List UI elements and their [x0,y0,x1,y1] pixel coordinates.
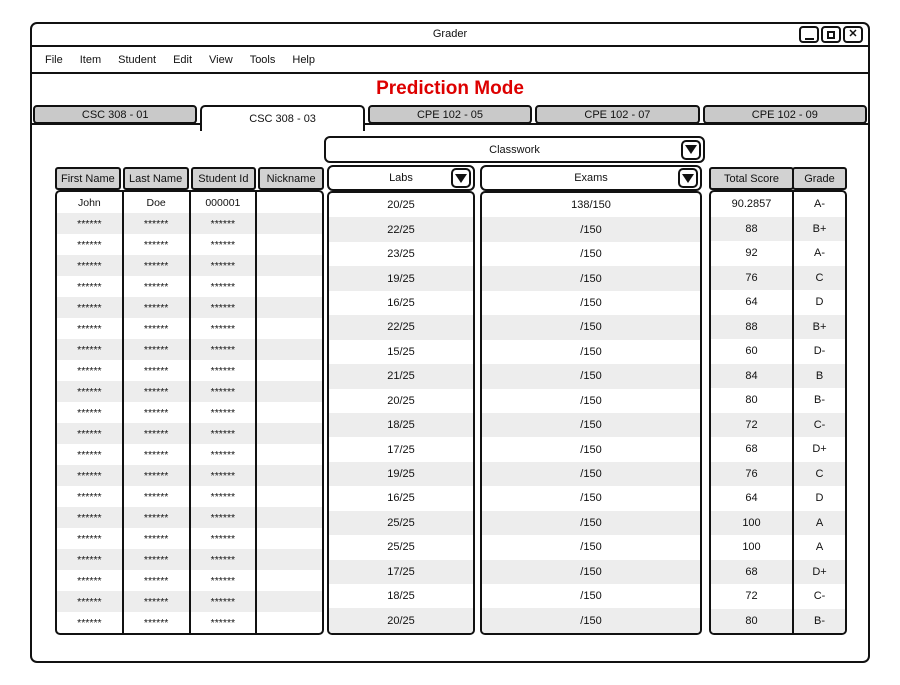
lab-score-row [329,462,473,486]
student-cell-nickname[interactable] [257,507,322,528]
lab-score-cell[interactable]: 22/25 [387,321,415,334]
score-row [711,609,845,634]
grade-cell: A [815,541,824,554]
chevron-down-icon [455,174,467,183]
student-cell-nickname[interactable] [257,360,322,381]
student-cell-last-name[interactable]: ****** [124,402,191,423]
student-cell-first-name[interactable]: ****** [57,234,124,255]
student-cell-student-id[interactable]: ****** [191,507,258,528]
student-row [57,297,322,318]
lab-score-row [329,364,473,388]
total-score-cell: 76 [711,462,794,487]
student-cell-last-name[interactable]: ****** [124,297,191,318]
score-row [711,413,845,438]
total-score-cell: 72 [711,413,794,438]
lab-score-cell[interactable]: 19/25 [387,468,415,481]
student-cell-student-id[interactable]: ****** [191,444,258,465]
exam-score-cell[interactable]: /150 [580,443,602,456]
lab-score-row [329,315,473,339]
score-row [711,339,845,364]
student-row [57,234,322,255]
exam-score-cell[interactable]: /150 [580,394,602,407]
exam-score-cell[interactable]: /150 [580,614,602,627]
exam-score-row [482,340,700,364]
student-cell-last-name[interactable]: ****** [124,255,191,276]
class-tab-bar [32,105,868,124]
student-row [57,549,322,570]
lab-score-row [329,413,473,437]
lab-score-row [329,511,473,535]
student-cell-last-name[interactable]: Doe [124,192,191,213]
score-row [711,217,845,242]
exam-score-cell[interactable]: /150 [580,272,602,285]
student-cell-first-name[interactable]: ****** [57,549,124,570]
total-score-cell: 68 [711,560,794,585]
student-cell-student-id[interactable]: 000001 [191,192,258,213]
exam-score-cell[interactable]: /150 [580,248,602,261]
student-cell-nickname[interactable] [257,528,322,549]
exam-score-row [482,217,700,241]
exam-score-cell[interactable]: /150 [580,541,602,554]
lab-score-cell[interactable]: 17/25 [387,443,415,456]
title-bar[interactable] [32,24,868,47]
grade-cell: B- [814,394,825,407]
lab-score-row [329,389,473,413]
student-cell-student-id[interactable]: ****** [191,255,258,276]
menu-item-student[interactable]: Student [118,53,157,66]
grade-cell: A- [814,247,825,260]
exams-column-label: Exams [574,172,608,184]
exam-score-row [482,389,700,413]
lab-score-row [329,340,473,364]
student-cell-student-id[interactable]: ****** [191,213,258,234]
exam-score-row [482,437,700,461]
student-cell-last-name[interactable]: ****** [124,486,191,507]
close-button[interactable] [843,26,863,43]
student-row [57,591,322,612]
total-score-cell: 100 [711,511,794,536]
prediction-mode-banner: Prediction Mode [376,78,524,99]
tab-cpe-102-09[interactable]: CPE 102 - 09 [703,105,867,124]
lab-score-cell[interactable]: 20/25 [387,614,415,627]
student-row [57,318,322,339]
grade-cell: D- [813,345,826,358]
student-row [57,339,322,360]
exam-score-row [482,193,700,217]
score-row [711,437,845,462]
exam-score-row [482,266,700,290]
student-cell-first-name[interactable]: ****** [57,213,124,234]
exam-score-row [482,462,700,486]
score-row [711,315,845,340]
menu-item-view[interactable]: View [209,53,233,66]
student-cell-first-name[interactable]: ****** [57,255,124,276]
total-score-cell: 88 [711,315,794,340]
exam-score-cell[interactable]: /150 [580,565,602,578]
student-cell-first-name[interactable]: ****** [57,591,124,612]
exams-column-dropdown[interactable] [480,165,702,191]
student-cell-nickname[interactable] [257,381,322,402]
student-cell-last-name[interactable]: ****** [124,570,191,591]
lab-score-cell[interactable]: 20/25 [387,199,415,212]
score-row [711,511,845,536]
student-cell-nickname[interactable] [257,591,322,612]
chevron-down-icon [685,145,697,154]
student-cell-student-id[interactable]: ****** [191,528,258,549]
score-row [711,462,845,487]
exam-score-row [482,242,700,266]
exam-score-row [482,608,700,632]
score-row [711,192,845,217]
lab-score-row [329,291,473,315]
student-cell-nickname[interactable] [257,255,322,276]
lab-score-row [329,437,473,461]
lab-score-cell[interactable]: 25/25 [387,516,415,529]
student-row [57,423,322,444]
total-score-cell: 64 [711,486,794,511]
student-row [57,192,322,213]
student-cell-first-name[interactable]: ****** [57,423,124,444]
column-header-grade: Grade [792,167,847,190]
grade-cell: B [815,369,824,382]
student-cell-first-name[interactable]: ****** [57,297,124,318]
student-cell-student-id[interactable]: ****** [191,234,258,255]
window-title: Grader [432,28,468,40]
exam-score-cell[interactable]: /150 [580,468,602,481]
total-score-cell: 72 [711,584,794,609]
exam-score-cell[interactable]: /150 [580,370,602,383]
exam-score-row [482,584,700,608]
lab-score-cell[interactable]: 15/25 [387,345,415,358]
total-score-cell: 76 [711,266,794,291]
student-cell-first-name[interactable]: ****** [57,276,124,297]
student-cell-student-id[interactable]: ****** [191,591,258,612]
scores-table-body [709,190,847,635]
student-cell-nickname[interactable] [257,234,322,255]
student-row [57,528,322,549]
category-dropdown-value: Classwork [489,143,540,156]
student-cell-last-name[interactable]: ****** [124,318,191,339]
score-row [711,266,845,291]
student-cell-last-name[interactable]: ****** [124,213,191,234]
total-score-cell: 84 [711,364,794,389]
grade-cell: C- [813,590,826,603]
lab-score-cell[interactable]: 16/25 [387,296,415,309]
exam-score-row [482,511,700,535]
student-cell-first-name[interactable]: ****** [57,381,124,402]
exam-score-row [482,560,700,584]
student-cell-first-name[interactable]: ****** [57,570,124,591]
student-cell-last-name[interactable]: ****** [124,612,191,633]
menu-item-file[interactable]: File [45,53,63,66]
student-cell-last-name[interactable]: ****** [124,276,191,297]
lab-score-row [329,535,473,559]
grade-cell: A- [814,198,825,211]
lab-score-cell[interactable]: 25/25 [387,541,415,554]
student-cell-first-name[interactable]: ****** [57,486,124,507]
student-cell-nickname[interactable] [257,213,322,234]
labs-score-column [327,191,475,635]
score-row [711,486,845,511]
student-row [57,486,322,507]
grade-cell: D [815,296,824,309]
total-score-cell: 92 [711,241,794,266]
lab-score-cell[interactable]: 19/25 [387,272,415,285]
menu-item-edit[interactable]: Edit [173,53,193,66]
student-cell-first-name[interactable]: ****** [57,507,124,528]
total-score-cell: 90.2857 [711,192,794,217]
class-tabs [33,105,867,131]
student-cell-last-name[interactable]: ****** [124,234,191,255]
student-cell-first-name[interactable]: ****** [57,318,124,339]
grade-cell: D+ [812,443,827,456]
student-cell-student-id[interactable]: ****** [191,570,258,591]
exam-score-row [482,364,700,388]
student-cell-first-name[interactable]: ****** [57,339,124,360]
exam-score-cell[interactable]: /150 [580,345,602,358]
grade-cell: B+ [812,320,827,333]
tab-csc-308-03[interactable]: CSC 308 - 03 [200,105,364,131]
student-cell-last-name[interactable]: ****** [124,444,191,465]
exam-score-row [482,291,700,315]
student-cell-student-id[interactable]: ****** [191,381,258,402]
chevron-down-icon [682,174,694,183]
score-row [711,535,845,560]
maximize-icon [827,31,835,39]
grade-cell: B- [814,614,825,627]
total-score-cell: 88 [711,217,794,242]
total-score-cell: 64 [711,290,794,315]
menu-item-help[interactable]: Help [292,53,315,66]
exam-score-row [482,535,700,559]
grade-cell: D+ [812,565,827,578]
category-dropdown-arrow-button[interactable] [681,140,701,160]
grade-cell: C [815,467,824,480]
student-cell-nickname[interactable] [257,570,322,591]
lab-score-cell[interactable]: 23/25 [387,248,415,261]
score-row [711,560,845,585]
exam-score-cell[interactable]: /150 [580,296,602,309]
score-row [711,364,845,389]
column-header-total-score: Total Score [709,167,794,190]
lab-score-row [329,193,473,217]
tab-csc-308-01[interactable]: CSC 308 - 01 [33,105,197,124]
column-header-nickname: Nickname [258,167,324,190]
student-row [57,213,322,234]
student-cell-student-id[interactable]: ****** [191,339,258,360]
student-row [57,255,322,276]
student-cell-first-name[interactable]: ****** [57,360,124,381]
student-cell-first-name[interactable]: ****** [57,465,124,486]
grade-cell: C- [813,418,826,431]
maximize-button[interactable] [821,26,841,43]
student-cell-student-id[interactable]: ****** [191,360,258,381]
student-row [57,507,322,528]
student-cell-last-name[interactable]: ****** [124,528,191,549]
lab-score-row [329,560,473,584]
menu-item-tools[interactable]: Tools [249,53,276,66]
student-table-header [55,167,324,190]
student-row [57,570,322,591]
total-score-cell: 68 [711,437,794,462]
lab-score-cell[interactable]: 22/25 [387,223,415,236]
student-cell-first-name[interactable]: ****** [57,528,124,549]
total-score-cell: 80 [711,388,794,413]
lab-score-row [329,486,473,510]
student-cell-nickname[interactable] [257,423,322,444]
minimize-icon [805,38,814,40]
lab-score-cell[interactable]: 18/25 [387,590,415,603]
student-row [57,612,322,633]
lab-score-cell[interactable]: 20/25 [387,394,415,407]
student-table-body [55,190,324,635]
column-header-last-name: Last Name [123,167,189,190]
student-row [57,276,322,297]
grade-cell: D [815,492,824,505]
lab-score-row [329,608,473,632]
labs-column-dropdown[interactable] [327,165,475,191]
labs-column-label: Labs [389,172,413,184]
total-score-cell: 80 [711,609,794,634]
exam-score-cell[interactable]: /150 [580,223,602,236]
close-icon: ✕ [848,28,858,40]
student-cell-student-id[interactable]: ****** [191,465,258,486]
student-cell-last-name[interactable]: ****** [124,360,191,381]
student-cell-last-name[interactable]: ****** [124,549,191,570]
exam-score-row [482,413,700,437]
student-row [57,360,322,381]
lab-score-row [329,217,473,241]
student-cell-nickname[interactable] [257,276,322,297]
exam-score-cell[interactable]: /150 [580,590,602,603]
labs-dropdown-arrow-button[interactable] [451,168,471,188]
exams-score-column [480,191,702,635]
student-cell-student-id[interactable]: ****** [191,486,258,507]
column-header-first-name: First Name [55,167,121,190]
student-cell-student-id[interactable]: ****** [191,318,258,339]
exam-score-cell[interactable]: /150 [580,321,602,334]
student-cell-last-name[interactable]: ****** [124,381,191,402]
grade-cell: A [815,516,824,529]
student-cell-nickname[interactable] [257,465,322,486]
student-row [57,381,322,402]
student-cell-student-id[interactable]: ****** [191,297,258,318]
menu-item-item[interactable]: Item [79,53,102,66]
student-cell-student-id[interactable]: ****** [191,423,258,444]
tab-cpe-102-07[interactable]: CPE 102 - 07 [535,105,699,124]
score-row [711,584,845,609]
student-cell-last-name[interactable]: ****** [124,339,191,360]
grade-cell: B+ [812,222,827,235]
student-cell-last-name[interactable]: ****** [124,465,191,486]
student-cell-nickname[interactable] [257,297,322,318]
menu-bar [32,47,868,74]
lab-score-row [329,266,473,290]
score-row [711,290,845,315]
student-cell-nickname[interactable] [257,192,322,213]
lab-score-row [329,242,473,266]
student-cell-first-name[interactable]: ****** [57,402,124,423]
student-cell-last-name[interactable]: ****** [124,507,191,528]
lab-score-row [329,584,473,608]
score-row [711,241,845,266]
student-cell-student-id[interactable]: ****** [191,402,258,423]
exam-score-cell[interactable]: /150 [580,492,602,505]
student-cell-student-id[interactable]: ****** [191,276,258,297]
student-cell-nickname[interactable] [257,444,322,465]
exam-score-cell[interactable]: /150 [580,419,602,432]
student-cell-first-name[interactable]: ****** [57,444,124,465]
student-cell-first-name[interactable]: John [57,192,124,213]
student-row [57,465,322,486]
student-cell-nickname[interactable] [257,318,322,339]
student-row [57,444,322,465]
window-controls [799,26,863,43]
student-cell-first-name[interactable]: ****** [57,612,124,633]
student-cell-nickname[interactable] [257,486,322,507]
lab-score-cell[interactable]: 16/25 [387,492,415,505]
score-row [711,388,845,413]
lab-score-cell[interactable]: 18/25 [387,419,415,432]
scores-table-header [709,167,847,190]
student-cell-last-name[interactable]: ****** [124,423,191,444]
student-cell-last-name[interactable]: ****** [124,591,191,612]
student-cell-nickname[interactable] [257,612,322,633]
minimize-button[interactable] [799,26,819,43]
grade-cell: C [815,271,824,284]
exams-dropdown-arrow-button[interactable] [678,168,698,188]
exam-score-cell[interactable]: /150 [580,516,602,529]
exam-score-row [482,486,700,510]
app-window [30,22,870,663]
total-score-cell: 60 [711,339,794,364]
lab-score-cell[interactable]: 17/25 [387,565,415,578]
student-cell-student-id[interactable]: ****** [191,549,258,570]
total-score-cell: 100 [711,535,794,560]
category-dropdown[interactable] [324,136,705,163]
student-row [57,402,322,423]
tab-cpe-102-05[interactable]: CPE 102 - 05 [368,105,532,124]
student-cell-nickname[interactable] [257,402,322,423]
column-header-student-id: Student Id [191,167,257,190]
student-cell-nickname[interactable] [257,339,322,360]
exam-score-cell[interactable]: 138/150 [571,199,611,212]
student-cell-student-id[interactable]: ****** [191,612,258,633]
exam-score-row [482,315,700,339]
lab-score-cell[interactable]: 21/25 [387,370,415,383]
student-cell-nickname[interactable] [257,549,322,570]
